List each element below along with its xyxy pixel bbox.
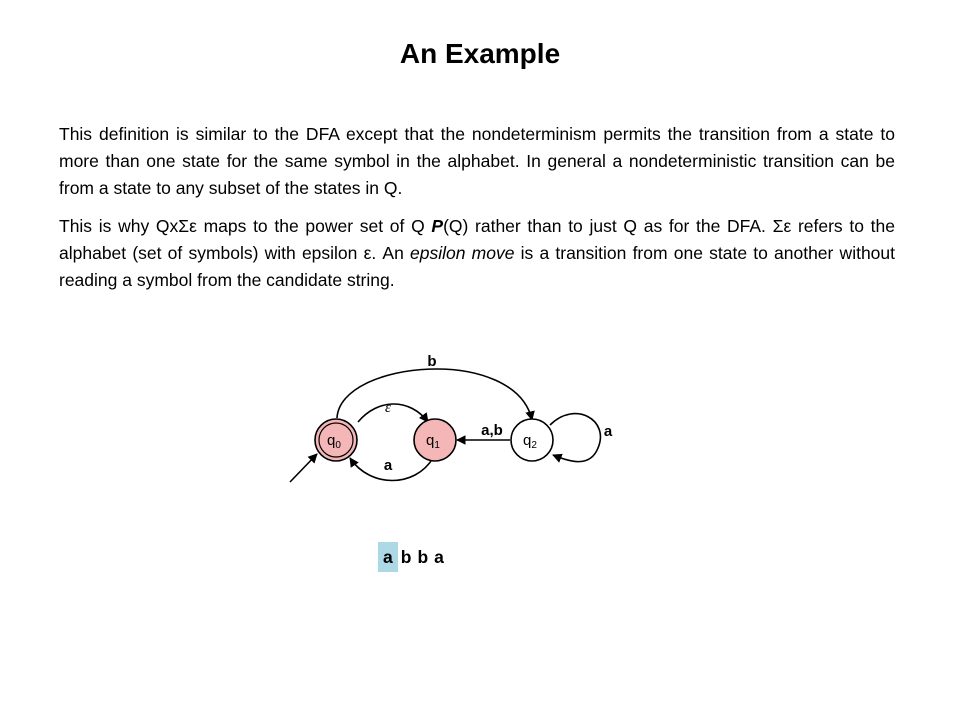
state-q1-sub: 1	[434, 440, 440, 451]
sigma-epsilon-symbol: Σε	[178, 216, 197, 236]
paragraph-power-set	[59, 213, 895, 294]
text-segment: (Q) rather than to just Q as for the DFA.	[443, 216, 773, 236]
edge-label-q0-q2: b	[427, 353, 437, 370]
state-q1	[414, 419, 456, 461]
state-q0	[315, 419, 357, 461]
edge-label-q2-q1: a,b	[481, 422, 503, 439]
paragraph-definition: This definition is similar to the DFA except that the nondeterminism permits the transition from a state to more than one state for the same symbol in the alphabet. In general a nondeterministic transition can be from a state to any subset of the states in Q.	[59, 124, 895, 198]
nfa-diagram	[270, 330, 640, 510]
state-q0-name: q	[327, 432, 336, 449]
edge-q0-q1	[358, 404, 428, 422]
state-q1-name: q	[426, 432, 435, 449]
edge-label-q0-q1: ε	[385, 400, 391, 416]
edge-label-q2-loop: a	[603, 423, 613, 440]
text-segment: . An	[371, 243, 411, 263]
start-arrow	[290, 454, 317, 482]
edge-q0-q2	[337, 369, 532, 420]
state-q2	[511, 419, 553, 461]
tape-symbol: b	[417, 547, 429, 567]
state-q2-sub: 2	[531, 440, 537, 451]
power-set-symbol: P	[431, 216, 444, 236]
text-segment: refers to the alphabet (set of symbols) with epsilon	[59, 216, 895, 263]
page-title: An Example	[399, 38, 561, 69]
edge-label-q1-q0: a	[383, 457, 393, 474]
state-q0-sub: 0	[335, 440, 341, 451]
tape-symbol: a	[434, 547, 444, 567]
text-segment: maps to the power set of Q	[196, 216, 432, 236]
text-segment: This is why Qx	[59, 216, 179, 236]
epsilon-move-term: epsilon move	[410, 243, 515, 263]
text-segment: is a transition from one state to another without reading a symbol from the candidate string.	[59, 243, 895, 290]
edge-q2-loop	[550, 414, 600, 462]
sigma-epsilon-symbol: Σε	[772, 216, 792, 236]
epsilon-symbol: ε	[363, 243, 372, 263]
tape-symbol-current: a	[378, 542, 398, 572]
state-q2-name: q	[523, 432, 532, 449]
tape-symbol: b	[400, 547, 412, 567]
input-tape	[378, 542, 447, 572]
